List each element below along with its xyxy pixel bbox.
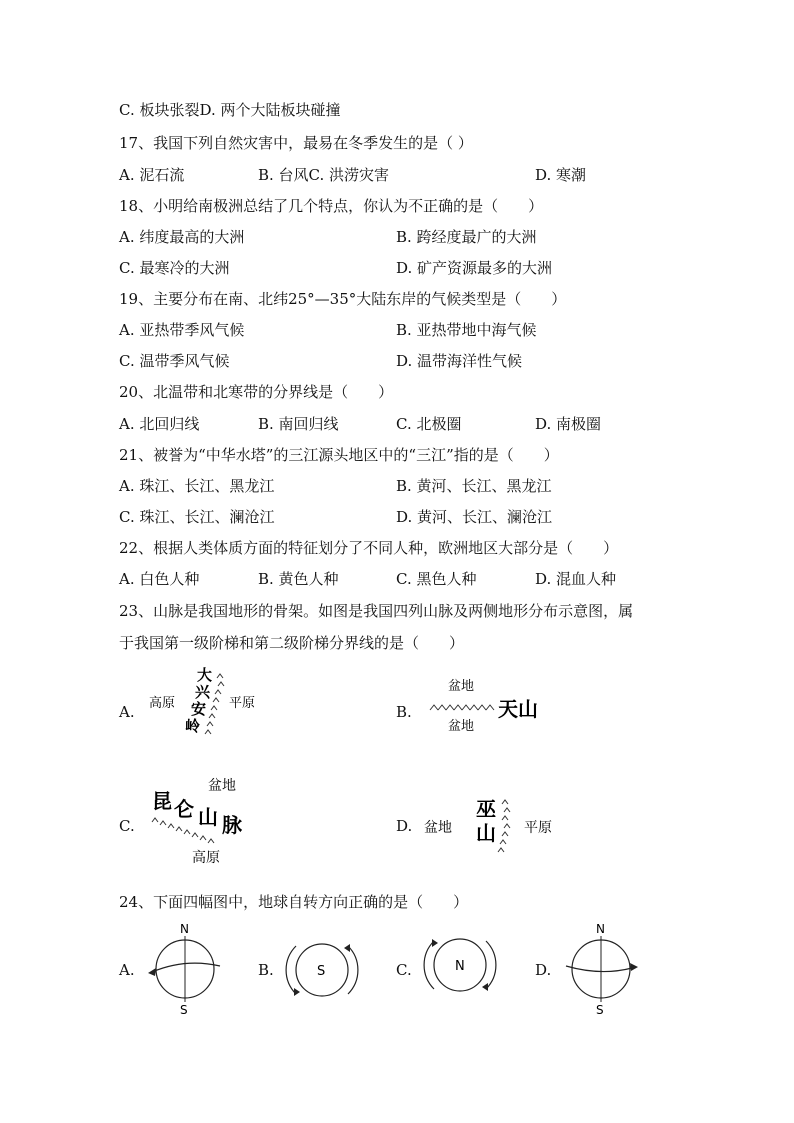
q23-label-d: D. [396,817,413,835]
q23-b-top-label: 盆地 [448,679,475,694]
q23-d-char-1: 巫 [476,797,496,821]
q23-b-mountain-symbols [430,705,494,710]
q23-c-top-label: 盆地 [208,778,236,794]
q22-option-c: C. 黑色人种 [396,570,477,588]
q17-option-a: A. 泥石流 [119,166,185,184]
q20-option-d: D. 南极圈 [535,415,602,433]
q24-a-north-label: N [180,922,189,936]
q17-option-d: D. 寒潮 [535,166,587,184]
q19-option-a: A. 亚热带季风气候 [119,321,245,339]
question-23-line-2: 于我国第一级阶梯和第二级阶梯分界线的是（ ） [119,634,465,652]
q24-b-arrow-left-icon [294,988,300,996]
q19-option-b: B. 亚热带地中海气候 [396,321,537,339]
q24-d-arrow-icon [630,963,638,971]
q23-a-char-1: 大 [197,666,213,684]
q22-option-b: B. 黄色人种 [258,570,339,588]
q23-figure-d [420,790,570,860]
q23-c-bottom-label: 高原 [192,850,220,866]
q17-option-bc: B. 台风C. 洪涝灾害 [258,166,390,184]
q23-a-right-label: 平原 [229,696,256,711]
q23-d-left-label: 盆地 [424,820,452,836]
question-21: 21、被誉为“中华水塔”的三江源头地区中的“三江”指的是（ ） [119,446,559,464]
q23-c-char-3: 山 [198,805,218,829]
q24-label-a: A. [119,961,135,979]
q22-option-a: A. 白色人种 [119,570,200,588]
q24-figure-a [140,920,230,1020]
q23-figure-a [145,664,265,744]
q23-c-char-1: 昆 [152,789,172,813]
q18-option-c: C. 最寒冷的大洲 [119,259,230,277]
q24-label-d: D. [535,961,552,979]
q19-option-c: C. 温带季风气候 [119,352,230,370]
q24-figure-c [420,925,500,1005]
q23-d-mountain-symbols [498,800,510,852]
q18-option-b: B. 跨经度最广的大洲 [396,228,537,246]
q23-c-char-4: 脉 [222,813,242,837]
question-22: 22、根据人类体质方面的特征划分了不同人种，欧洲地区大部分是（ ） [119,539,619,557]
q23-d-char-2: 山 [476,821,496,845]
q24-d-north-label: N [596,922,605,936]
q23-label-b: B. [396,703,412,721]
q23-a-char-2: 兴 [195,683,211,701]
q23-label-c: C. [119,817,135,835]
q20-option-a: A. 北回归线 [119,415,200,433]
q24-label-b: B. [258,961,274,979]
q24-b-center-label: S [317,964,326,979]
q24-d-south-label: S [596,1003,604,1017]
q21-option-c: C. 珠江、长江、澜沧江 [119,508,275,526]
q24-a-south-label: S [180,1003,188,1017]
q23-a-char-4: 岭 [185,717,201,735]
q18-option-d: D. 矿产资源最多的大洲 [396,259,553,277]
q23-b-mountain-name: 天山 [498,697,538,721]
q20-option-b: B. 南回归线 [258,415,339,433]
q24-label-c: C. [396,961,412,979]
question-23-line-1: 23、山脉是我国地形的骨架。如图是我国四列山脉及两侧地形分布示意图，属 [119,602,634,620]
question-20: 20、北温带和北寒带的分界线是（ ） [119,383,394,401]
q23-label-a: A. [119,703,135,721]
q23-d-right-label: 平原 [524,820,552,836]
q21-option-d: D. 黄河、长江、澜沧江 [396,508,553,526]
q24-a-arrow-icon [148,968,156,976]
q19-option-d: D. 温带海洋性气候 [396,352,523,370]
q24-figure-b [282,930,362,1010]
q20-option-c: C. 北极圈 [396,415,462,433]
q21-option-b: B. 黄河、长江、黑龙江 [396,477,552,495]
question-24: 24、下面四幅图中，地球自转方向正确的是（ ） [119,893,469,911]
q23-a-char-3: 安 [191,700,207,718]
q22-option-d: D. 混血人种 [535,570,617,588]
text-line-c-option: C. 板块张裂D. 两个大陆板块碰撞 [119,101,341,119]
question-17: 17、我国下列自然灾害中，最易在冬季发生的是（ ） [119,134,473,152]
q23-a-left-label: 高原 [149,696,176,711]
q24-c-arrow-right-icon [482,983,488,991]
q21-option-a: A. 珠江、长江、黑龙江 [119,477,275,495]
q24-c-arrow-left-icon [432,939,438,947]
q23-c-char-2: 仑 [174,797,194,821]
q24-c-center-label: N [455,959,465,974]
q23-figure-b [420,672,560,742]
question-19: 19、主要分布在南、北纬25°—35°大陆东岸的气候类型是（ ） [119,290,567,308]
q24-b-arrow-right-icon [344,944,350,952]
q23-figure-c [148,770,258,870]
q23-b-bottom-label: 盆地 [448,719,475,734]
q24-figure-d [556,920,646,1020]
q18-option-a: A. 纬度最高的大洲 [119,228,245,246]
question-18: 18、小明给南极洲总结了几个特点，你认为不正确的是（ ） [119,197,544,215]
